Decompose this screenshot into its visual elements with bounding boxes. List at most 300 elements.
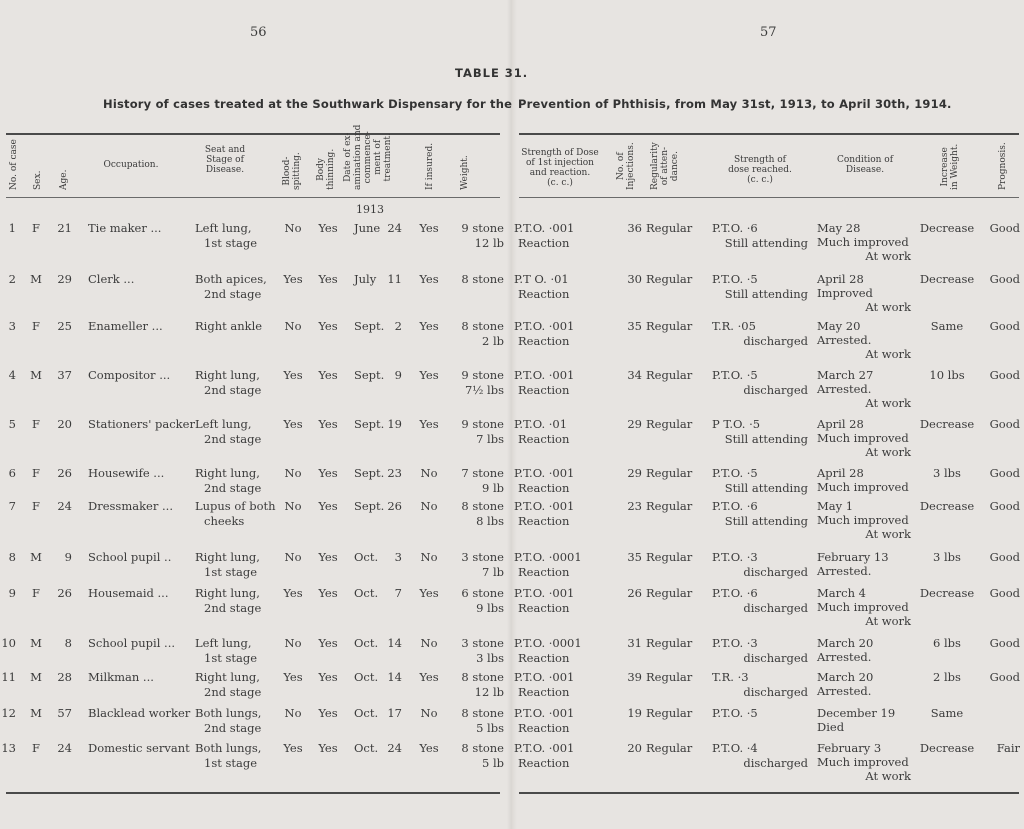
reaction-cell: Reaction bbox=[518, 334, 570, 348]
reaction-cell: Reaction bbox=[518, 756, 570, 770]
age-cell: 20 bbox=[57, 417, 72, 431]
condition-date-cell: March 20 bbox=[817, 636, 874, 650]
prognosis-cell: Good bbox=[989, 636, 1020, 650]
stage-cell: cheeks bbox=[204, 514, 245, 528]
injections-cell: 31 bbox=[627, 636, 642, 650]
body-thinning-cell: Yes bbox=[318, 466, 338, 480]
regularity-cell: Regular bbox=[646, 272, 693, 286]
body-thinning-cell: Yes bbox=[318, 221, 338, 235]
body-thinning-cell: Yes bbox=[318, 706, 338, 720]
injections-cell: 35 bbox=[627, 550, 642, 564]
seat-cell: Left lung, bbox=[195, 221, 252, 235]
date-day-cell: 24 bbox=[387, 221, 402, 235]
first-dose-cell: P.T.O. ·0001 bbox=[514, 636, 582, 650]
weight-cell: 3 stone bbox=[461, 550, 504, 564]
regularity-cell: Regular bbox=[646, 368, 693, 382]
seat-cell: Right lung, bbox=[195, 368, 260, 382]
weight-cell: 8 stone bbox=[461, 499, 504, 513]
col-header-increase bbox=[940, 144, 960, 190]
attendance-cell: discharged bbox=[743, 565, 808, 579]
insured-cell: No bbox=[420, 706, 438, 720]
insured-cell: Yes bbox=[419, 272, 439, 286]
injections-cell: 29 bbox=[627, 417, 642, 431]
sex-cell: M bbox=[30, 272, 42, 286]
case-number: 11 bbox=[1, 670, 16, 684]
date-day-cell: 24 bbox=[387, 741, 402, 755]
col-header-condition-line: Disease. bbox=[845, 165, 885, 175]
age-cell: 29 bbox=[57, 272, 72, 286]
col-header-date-line: commence- bbox=[363, 131, 373, 184]
blood-spitting-cell: Yes bbox=[283, 670, 303, 684]
condition-cell: Improved bbox=[817, 286, 873, 300]
condition-cell: Arrested. bbox=[817, 333, 872, 347]
dose-reached-cell: P.T.O. ·5 bbox=[712, 272, 758, 286]
col-header-date-line: ment of bbox=[373, 139, 383, 175]
condition-cell: Arrested. bbox=[817, 650, 872, 664]
prognosis-cell: Good bbox=[989, 550, 1020, 564]
age-cell: 37 bbox=[57, 368, 72, 382]
col-header-regularity-line: dance. bbox=[670, 151, 680, 182]
weight-increase-cell: Same bbox=[930, 319, 964, 333]
header-rule-left bbox=[6, 197, 500, 198]
col-header-no bbox=[9, 139, 19, 190]
condition-date-cell: March 27 bbox=[817, 368, 874, 382]
col-header-condition bbox=[815, 155, 915, 175]
prognosis-cell: Good bbox=[989, 586, 1020, 600]
condition-cell: Much improved bbox=[817, 235, 909, 249]
sex-cell: F bbox=[32, 417, 40, 431]
col-header-dose1-line: (c. c.) bbox=[547, 178, 573, 188]
age-cell: 24 bbox=[57, 499, 72, 513]
weight-increase-cell: Same bbox=[930, 706, 964, 720]
col-header-insured bbox=[425, 143, 435, 190]
stage-cell: 2nd stage bbox=[204, 383, 262, 397]
sex-cell: F bbox=[32, 466, 40, 480]
weight-increase-cell: Decrease bbox=[919, 417, 975, 431]
col-header-body bbox=[316, 149, 336, 190]
col-header-dose-reached-line: (c. c.) bbox=[747, 175, 773, 185]
col-header-blood-line: Blood- bbox=[282, 156, 292, 186]
attendance-cell: Still attending bbox=[724, 432, 808, 446]
col-header-sex bbox=[33, 171, 43, 190]
weight-cell: 9 stone bbox=[461, 221, 504, 235]
header-rule-right bbox=[519, 197, 1019, 198]
dose-reached-cell: P.T.O. ·6 bbox=[712, 499, 758, 513]
col-header-occupation bbox=[86, 160, 176, 170]
case-number: 4 bbox=[8, 368, 16, 382]
age-cell: 21 bbox=[57, 221, 72, 235]
col-header-sex-line: Sex. bbox=[33, 170, 43, 190]
body-thinning-cell: Yes bbox=[318, 499, 338, 513]
insured-cell: Yes bbox=[419, 586, 439, 600]
top-rule-left bbox=[6, 133, 500, 135]
top-rule-right bbox=[519, 133, 1019, 135]
stage-cell: 2nd stage bbox=[204, 287, 262, 301]
dose-reached-cell: P.T.O. ·5 bbox=[712, 466, 758, 480]
seat-cell: Right lung, bbox=[195, 670, 260, 684]
blood-spitting-cell: No bbox=[284, 550, 302, 564]
reaction-cell: Reaction bbox=[518, 565, 570, 579]
age-cell: 57 bbox=[57, 706, 72, 720]
col-header-seat-line: Disease. bbox=[205, 165, 245, 175]
case-number: 6 bbox=[8, 466, 16, 480]
insured-cell: Yes bbox=[419, 670, 439, 684]
col-header-regularity-line: of atten- bbox=[660, 146, 670, 186]
date-month-cell: Oct. bbox=[354, 706, 379, 720]
attendance-cell: discharged bbox=[743, 334, 808, 348]
weight-cell: 8 stone bbox=[461, 319, 504, 333]
regularity-cell: Regular bbox=[646, 706, 693, 720]
condition-date-cell: May 20 bbox=[817, 319, 861, 333]
blood-spitting-cell: Yes bbox=[283, 368, 303, 382]
weight-cell: 3 stone bbox=[461, 636, 504, 650]
condition-date-cell: May 28 bbox=[817, 221, 861, 235]
case-number: 5 bbox=[8, 417, 16, 431]
weight-extra-cell: 12 lb bbox=[474, 236, 504, 250]
weight-cell: 8 stone bbox=[461, 670, 504, 684]
injections-cell: 20 bbox=[627, 741, 642, 755]
col-header-prognosis bbox=[998, 142, 1008, 190]
occupation-cell: Dressmaker ... bbox=[88, 499, 173, 513]
condition-cell: Died bbox=[817, 720, 845, 734]
body-thinning-cell: Yes bbox=[318, 417, 338, 431]
col-header-seat bbox=[185, 145, 265, 175]
weight-increase-cell: 2 lbs bbox=[933, 670, 961, 684]
injections-cell: 23 bbox=[627, 499, 642, 513]
occupation-cell: Tie maker ... bbox=[88, 221, 162, 235]
condition-cell: Much improved bbox=[817, 755, 909, 769]
condition-date-cell: December 19 bbox=[817, 706, 896, 720]
condition-date-cell: March 20 bbox=[817, 670, 874, 684]
stage-cell: 2nd stage bbox=[204, 432, 262, 446]
seat-cell: Left lung, bbox=[195, 417, 252, 431]
date-month-cell: June bbox=[354, 221, 381, 235]
col-header-insured-line: If insured. bbox=[425, 142, 435, 190]
date-month-cell: Oct. bbox=[354, 670, 379, 684]
col-header-condition-line: Condition of bbox=[836, 155, 894, 165]
regularity-cell: Regular bbox=[646, 670, 693, 684]
prognosis-cell: Good bbox=[989, 221, 1020, 235]
col-header-dose-reached bbox=[715, 155, 805, 185]
stage-cell: 1st stage bbox=[204, 565, 258, 579]
blood-spitting-cell: Yes bbox=[283, 586, 303, 600]
date-day-cell: 23 bbox=[387, 466, 402, 480]
attendance-cell: discharged bbox=[743, 756, 808, 770]
first-dose-cell: P.T.O. ·001 bbox=[514, 706, 575, 720]
date-day-cell: 9 bbox=[394, 368, 402, 382]
sex-cell: M bbox=[30, 670, 42, 684]
injections-cell: 30 bbox=[627, 272, 642, 286]
injections-cell: 19 bbox=[627, 706, 642, 720]
attendance-cell: Still attending bbox=[724, 236, 808, 250]
first-dose-cell: P.T.O. ·001 bbox=[514, 466, 575, 480]
weight-extra-cell: 7½ lbs bbox=[464, 383, 504, 397]
col-header-regularity bbox=[650, 142, 680, 190]
sex-cell: F bbox=[32, 741, 40, 755]
reaction-cell: Reaction bbox=[518, 481, 570, 495]
blood-spitting-cell: Yes bbox=[283, 417, 303, 431]
occupation-cell: Stationers' packer bbox=[88, 417, 195, 431]
case-number: 12 bbox=[1, 706, 16, 720]
condition-cell: Arrested. bbox=[817, 564, 872, 578]
first-dose-cell: P.T O. ·01 bbox=[514, 272, 569, 286]
page-gutter bbox=[507, 0, 517, 829]
weight-increase-cell: 3 lbs bbox=[933, 550, 961, 564]
body-thinning-cell: Yes bbox=[318, 636, 338, 650]
dose-reached-cell: T.R. ·3 bbox=[712, 670, 749, 684]
regularity-cell: Regular bbox=[646, 221, 693, 235]
first-dose-cell: P.T.O. ·0001 bbox=[514, 550, 582, 564]
insured-cell: Yes bbox=[419, 741, 439, 755]
condition-cell: Arrested. bbox=[817, 684, 872, 698]
date-month-cell: Sept. bbox=[354, 466, 385, 480]
first-dose-cell: P.T.O. ·001 bbox=[514, 670, 575, 684]
condition-cell: Arrested. bbox=[817, 382, 872, 396]
condition-extra-cell: At work bbox=[865, 445, 911, 459]
col-header-injections-line: No. of bbox=[616, 152, 626, 180]
insured-cell: No bbox=[420, 636, 438, 650]
sex-cell: M bbox=[30, 368, 42, 382]
condition-extra-cell: At work bbox=[865, 249, 911, 263]
blood-spitting-cell: No bbox=[284, 499, 302, 513]
condition-date-cell: April 28 bbox=[817, 272, 864, 286]
occupation-cell: Blacklead worker bbox=[88, 706, 191, 720]
col-header-date-line: treatment. bbox=[383, 133, 393, 182]
date-day-cell: 26 bbox=[387, 499, 402, 513]
prognosis-cell: Fair bbox=[996, 741, 1020, 755]
age-cell: 25 bbox=[57, 319, 72, 333]
col-header-dose1 bbox=[515, 148, 605, 188]
col-header-seat-line: Stage of bbox=[206, 155, 244, 165]
blood-spitting-cell: No bbox=[284, 319, 302, 333]
weight-extra-cell: 5 lb bbox=[481, 756, 504, 770]
col-header-date-line: amination and bbox=[353, 124, 363, 190]
date-day-cell: 2 bbox=[394, 319, 402, 333]
col-header-prognosis-line: Prognosis. bbox=[998, 142, 1008, 190]
col-header-dose-reached-line: Strength of bbox=[734, 155, 786, 165]
prognosis-cell: Good bbox=[989, 417, 1020, 431]
weight-increase-cell: 3 lbs bbox=[933, 466, 961, 480]
dose-reached-cell: P.T.O. ·4 bbox=[712, 741, 758, 755]
attendance-cell: discharged bbox=[743, 651, 808, 665]
blood-spitting-cell: No bbox=[284, 466, 302, 480]
bottom-rule-right bbox=[519, 792, 1019, 794]
condition-date-cell: April 28 bbox=[817, 417, 864, 431]
attendance-cell: discharged bbox=[743, 685, 808, 699]
weight-cell: 9 stone bbox=[461, 417, 504, 431]
weight-cell: 8 stone bbox=[461, 272, 504, 286]
first-dose-cell: P.T.O. ·001 bbox=[514, 319, 575, 333]
dose-reached-cell: T.R. ·05 bbox=[712, 319, 756, 333]
occupation-cell: Milkman ... bbox=[88, 670, 154, 684]
col-header-body-line: thinning. bbox=[326, 148, 336, 190]
condition-date-cell: March 4 bbox=[817, 586, 866, 600]
age-cell: 8 bbox=[64, 636, 72, 650]
condition-extra-cell: At work bbox=[865, 300, 911, 314]
seat-cell: Left lung, bbox=[195, 636, 252, 650]
date-month-cell: Sept. bbox=[354, 499, 385, 513]
weight-extra-cell: 2 lb bbox=[481, 334, 504, 348]
table-title: TABLE 31. bbox=[455, 66, 529, 80]
occupation-cell: Enameller ... bbox=[88, 319, 163, 333]
attendance-cell: Still attending bbox=[724, 514, 808, 528]
reaction-cell: Reaction bbox=[518, 514, 570, 528]
page-number-left: 56 bbox=[250, 25, 267, 40]
blood-spitting-cell: No bbox=[284, 221, 302, 235]
condition-extra-cell: At work bbox=[865, 396, 911, 410]
prognosis-cell: Good bbox=[989, 319, 1020, 333]
occupation-cell: School pupil .. bbox=[88, 550, 172, 564]
date-day-cell: 7 bbox=[394, 586, 402, 600]
col-header-dose-reached-line: dose reached. bbox=[728, 165, 792, 175]
first-dose-cell: P.T.O. ·001 bbox=[514, 741, 575, 755]
reaction-cell: Reaction bbox=[518, 287, 570, 301]
weight-extra-cell: 7 lb bbox=[481, 565, 504, 579]
date-day-cell: 19 bbox=[387, 417, 402, 431]
col-header-injections bbox=[616, 142, 636, 190]
dose-reached-cell: P.T.O. ·5 bbox=[712, 706, 758, 720]
weight-increase-cell: Decrease bbox=[919, 586, 975, 600]
weight-extra-cell: 9 lbs bbox=[476, 601, 504, 615]
condition-date-cell: February 3 bbox=[817, 741, 882, 755]
sex-cell: F bbox=[32, 499, 40, 513]
age-cell: 26 bbox=[57, 586, 72, 600]
prognosis-cell: Good bbox=[989, 499, 1020, 513]
year-label: 1913 bbox=[356, 203, 384, 216]
date-month-cell: Sept. bbox=[354, 417, 385, 431]
col-header-no-line: No. of case bbox=[9, 139, 19, 190]
seat-cell: Right lung, bbox=[195, 466, 260, 480]
weight-extra-cell: 7 lbs bbox=[476, 432, 504, 446]
col-header-occupation-line: Occupation. bbox=[103, 160, 159, 170]
condition-cell: Much improved bbox=[817, 431, 909, 445]
stage-cell: 2nd stage bbox=[204, 721, 262, 735]
insured-cell: No bbox=[420, 550, 438, 564]
regularity-cell: Regular bbox=[646, 499, 693, 513]
condition-extra-cell: At work bbox=[865, 527, 911, 541]
injections-cell: 36 bbox=[627, 221, 642, 235]
weight-cell: 8 stone bbox=[461, 741, 504, 755]
condition-cell: Much improved bbox=[817, 513, 909, 527]
case-number: 13 bbox=[1, 741, 16, 755]
weight-increase-cell: Decrease bbox=[919, 221, 975, 235]
reaction-cell: Reaction bbox=[518, 383, 570, 397]
col-header-age bbox=[59, 170, 69, 190]
prognosis-cell: Good bbox=[989, 272, 1020, 286]
insured-cell: Yes bbox=[419, 368, 439, 382]
sex-cell: F bbox=[32, 319, 40, 333]
condition-date-cell: February 13 bbox=[817, 550, 889, 564]
col-header-dose1-line: Strength of Dose bbox=[521, 148, 599, 158]
prognosis-cell: Good bbox=[989, 466, 1020, 480]
reaction-cell: Reaction bbox=[518, 432, 570, 446]
weight-increase-cell: 10 lbs bbox=[929, 368, 965, 382]
occupation-cell: Domestic servant bbox=[88, 741, 190, 755]
blood-spitting-cell: No bbox=[284, 636, 302, 650]
first-dose-cell: P.T.O. ·001 bbox=[514, 221, 575, 235]
weight-extra-cell: 8 lbs bbox=[476, 514, 504, 528]
seat-cell: Both lungs, bbox=[195, 706, 262, 720]
weight-increase-cell: Decrease bbox=[919, 741, 975, 755]
body-thinning-cell: Yes bbox=[318, 586, 338, 600]
date-day-cell: 3 bbox=[394, 550, 402, 564]
condition-date-cell: May 1 bbox=[817, 499, 854, 513]
age-cell: 28 bbox=[57, 670, 72, 684]
col-header-dose1-line: and reaction. bbox=[529, 168, 591, 178]
reaction-cell: Reaction bbox=[518, 601, 570, 615]
occupation-cell: Clerk ... bbox=[88, 272, 135, 286]
date-day-cell: 17 bbox=[387, 706, 402, 720]
col-header-regularity-line: Regularity bbox=[650, 142, 660, 190]
first-dose-cell: P.T.O. ·01 bbox=[514, 417, 568, 431]
seat-cell: Both apices, bbox=[195, 272, 267, 286]
weight-cell: 6 stone bbox=[461, 586, 504, 600]
injections-cell: 26 bbox=[627, 586, 642, 600]
attendance-cell: Still attending bbox=[724, 287, 808, 301]
weight-increase-cell: 6 lbs bbox=[933, 636, 961, 650]
col-header-increase-line: in Weight. bbox=[950, 143, 960, 190]
insured-cell: Yes bbox=[419, 319, 439, 333]
reaction-cell: Reaction bbox=[518, 721, 570, 735]
col-header-body-line: Body bbox=[316, 157, 326, 181]
sex-cell: M bbox=[30, 550, 42, 564]
stage-cell: 2nd stage bbox=[204, 481, 262, 495]
case-number: 9 bbox=[8, 586, 16, 600]
body-thinning-cell: Yes bbox=[318, 272, 338, 286]
date-month-cell: Oct. bbox=[354, 636, 379, 650]
col-header-age-line: Age. bbox=[59, 169, 69, 190]
condition-extra-cell: At work bbox=[865, 347, 911, 361]
occupation-cell: Housemaid ... bbox=[88, 586, 169, 600]
regularity-cell: Regular bbox=[646, 417, 693, 431]
stage-cell: 1st stage bbox=[204, 236, 258, 250]
dose-reached-cell: P.T.O. ·6 bbox=[712, 221, 758, 235]
occupation-cell: School pupil ... bbox=[88, 636, 176, 650]
attendance-cell: discharged bbox=[743, 601, 808, 615]
body-thinning-cell: Yes bbox=[318, 670, 338, 684]
regularity-cell: Regular bbox=[646, 636, 693, 650]
case-number: 10 bbox=[1, 636, 16, 650]
injections-cell: 29 bbox=[627, 466, 642, 480]
date-month-cell: Oct. bbox=[354, 586, 379, 600]
case-number: 1 bbox=[8, 221, 16, 235]
reaction-cell: Reaction bbox=[518, 651, 570, 665]
weight-cell: 9 stone bbox=[461, 368, 504, 382]
occupation-cell: Compositor ... bbox=[88, 368, 171, 382]
case-number: 8 bbox=[8, 550, 16, 564]
insured-cell: No bbox=[420, 499, 438, 513]
stage-cell: 1st stage bbox=[204, 651, 258, 665]
col-header-blood-line: spitting. bbox=[292, 152, 302, 190]
case-number: 2 bbox=[8, 272, 16, 286]
body-thinning-cell: Yes bbox=[318, 319, 338, 333]
condition-cell: Much improved bbox=[817, 480, 909, 494]
age-cell: 24 bbox=[57, 741, 72, 755]
heading-left: History of cases treated at the Southwark Dispensary for the bbox=[103, 97, 513, 111]
age-cell: 9 bbox=[64, 550, 72, 564]
condition-cell: Much improved bbox=[817, 600, 909, 614]
weight-extra-cell: 12 lb bbox=[474, 685, 504, 699]
body-thinning-cell: Yes bbox=[318, 368, 338, 382]
weight-extra-cell: 5 lbs bbox=[476, 721, 504, 735]
sex-cell: M bbox=[30, 706, 42, 720]
insured-cell: Yes bbox=[419, 221, 439, 235]
regularity-cell: Regular bbox=[646, 741, 693, 755]
injections-cell: 35 bbox=[627, 319, 642, 333]
stage-cell: 2nd stage bbox=[204, 685, 262, 699]
reaction-cell: Reaction bbox=[518, 236, 570, 250]
date-day-cell: 14 bbox=[387, 636, 402, 650]
